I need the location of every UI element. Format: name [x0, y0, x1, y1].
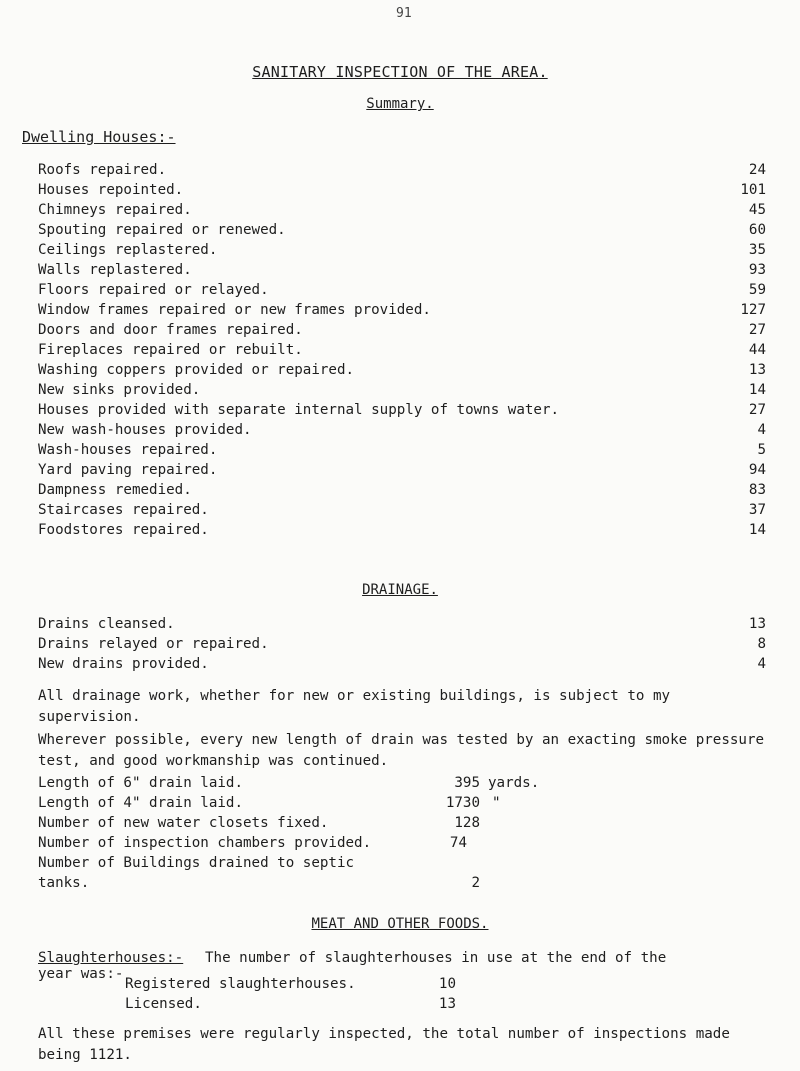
item-value: 4 [757, 656, 766, 672]
item-value: 24 [748, 162, 766, 178]
slaughterhouses-label: Slaughterhouses:- [38, 950, 184, 966]
item-label: Doors and door frames repaired. [38, 322, 303, 338]
item-label: Houses repointed. [38, 182, 184, 198]
item-value: 4 [757, 422, 766, 438]
item-label: Drains relayed or repaired. [38, 636, 269, 652]
item-label: Spouting repaired or renewed. [38, 222, 286, 238]
stat-unit: yards. [488, 775, 540, 791]
item-value: 37 [748, 502, 766, 518]
item-value: 13 [748, 616, 766, 632]
item-label: Drains cleansed. [38, 616, 175, 632]
drainage-testing-paragraph: Wherever possible, every new length of drain was tested by an exacting smoke pressure test, and good workmanship was continued. [38, 732, 765, 769]
item-label: Staircases repaired. [38, 502, 209, 518]
list-item [38, 262, 766, 281]
list-item [38, 616, 766, 635]
item-label: Ceilings replastered. [38, 242, 218, 258]
list-item [38, 322, 766, 341]
list-item [38, 162, 766, 181]
list-item [38, 656, 766, 675]
item-value: 14 [748, 382, 766, 398]
stat-label-continued: tanks. [38, 875, 90, 891]
item-value: 44 [748, 342, 766, 358]
item-label: Foodstores repaired. [38, 522, 209, 538]
list-item [38, 522, 766, 541]
list-item [38, 242, 766, 261]
item-label: Floors repaired or relayed. [38, 282, 269, 298]
list-item [38, 382, 766, 401]
stat-value: 1730 [445, 795, 480, 811]
item-label: Washing coppers provided or repaired. [38, 362, 355, 378]
year-was-label: year was:- [38, 966, 124, 982]
item-label: Chimneys repaired. [38, 202, 192, 218]
list-item [38, 282, 766, 301]
list-item [38, 442, 766, 461]
item-value: 13 [748, 362, 766, 378]
list-item [38, 202, 766, 221]
licensed-label: Licensed. [125, 996, 202, 1012]
stat-label: Number of new water closets fixed. [38, 815, 329, 831]
stat-label: Number of inspection chambers provided. [38, 835, 372, 851]
item-value: 101 [740, 182, 766, 198]
item-value: 127 [740, 302, 766, 318]
summary-subtitle: Summary. [366, 96, 434, 112]
item-value: 27 [748, 402, 766, 418]
item-value: 60 [748, 222, 766, 238]
list-item [38, 502, 766, 521]
stat-value: 2 [471, 875, 480, 891]
item-label: Window frames repaired or new frames provided. [38, 302, 431, 318]
item-value: 8 [757, 636, 766, 652]
list-item [38, 362, 766, 381]
stat-unit: " [492, 795, 501, 811]
stat-value: 395 [454, 775, 480, 791]
list-item [38, 342, 766, 361]
item-value: 27 [748, 322, 766, 338]
item-label: Houses provided with separate internal supply of towns water. [38, 402, 560, 418]
item-value: 83 [748, 482, 766, 498]
item-label: Yard paving repaired. [38, 462, 218, 478]
item-label: Roofs repaired. [38, 162, 167, 178]
stat-value: 128 [454, 815, 480, 831]
meat-heading: MEAT AND OTHER FOODS. [311, 916, 489, 932]
item-value: 93 [748, 262, 766, 278]
drainage-supervision-paragraph: All drainage work, whether for new or existing buildings, is subject to my supervision. [38, 688, 671, 725]
item-value: 5 [757, 442, 766, 458]
page-title: SANITARY INSPECTION OF THE AREA. [252, 63, 548, 81]
list-item [38, 182, 766, 201]
item-label: New drains provided. [38, 656, 209, 672]
item-value: 94 [748, 462, 766, 478]
item-label: Walls replastered. [38, 262, 192, 278]
item-value: 45 [748, 202, 766, 218]
stat-value: 74 [449, 835, 467, 851]
list-item [38, 302, 766, 321]
item-value: 59 [748, 282, 766, 298]
item-label: Fireplaces repaired or rebuilt. [38, 342, 303, 358]
licensed-value: 13 [438, 996, 456, 1012]
registered-label: Registered slaughterhouses. [125, 976, 356, 992]
dwelling-heading: Dwelling Houses:- [22, 128, 176, 146]
item-label: New wash-houses provided. [38, 422, 252, 438]
stat-label: Length of 4" drain laid. [38, 795, 243, 811]
item-value: 35 [748, 242, 766, 258]
item-label: Wash-houses repaired. [38, 442, 218, 458]
stat-label: Number of Buildings drained to septic [38, 855, 355, 871]
list-item [38, 402, 766, 421]
item-label: Dampness remedied. [38, 482, 192, 498]
item-value: 14 [748, 522, 766, 538]
slaughterhouses-text: The number of slaughterhouses in use at the end of the [205, 950, 667, 966]
list-item [38, 222, 766, 241]
page-number: 91 [396, 6, 412, 21]
list-item [38, 422, 766, 441]
list-item [38, 462, 766, 481]
list-item [38, 482, 766, 501]
inspections-paragraph: All these premises were regularly inspected, the total number of inspections made being 1121. [38, 1026, 730, 1063]
stat-label: Length of 6" drain laid. [38, 775, 243, 791]
item-label: New sinks provided. [38, 382, 201, 398]
list-item [38, 636, 766, 655]
drainage-heading: DRAINAGE. [362, 582, 438, 598]
registered-value: 10 [438, 976, 456, 992]
